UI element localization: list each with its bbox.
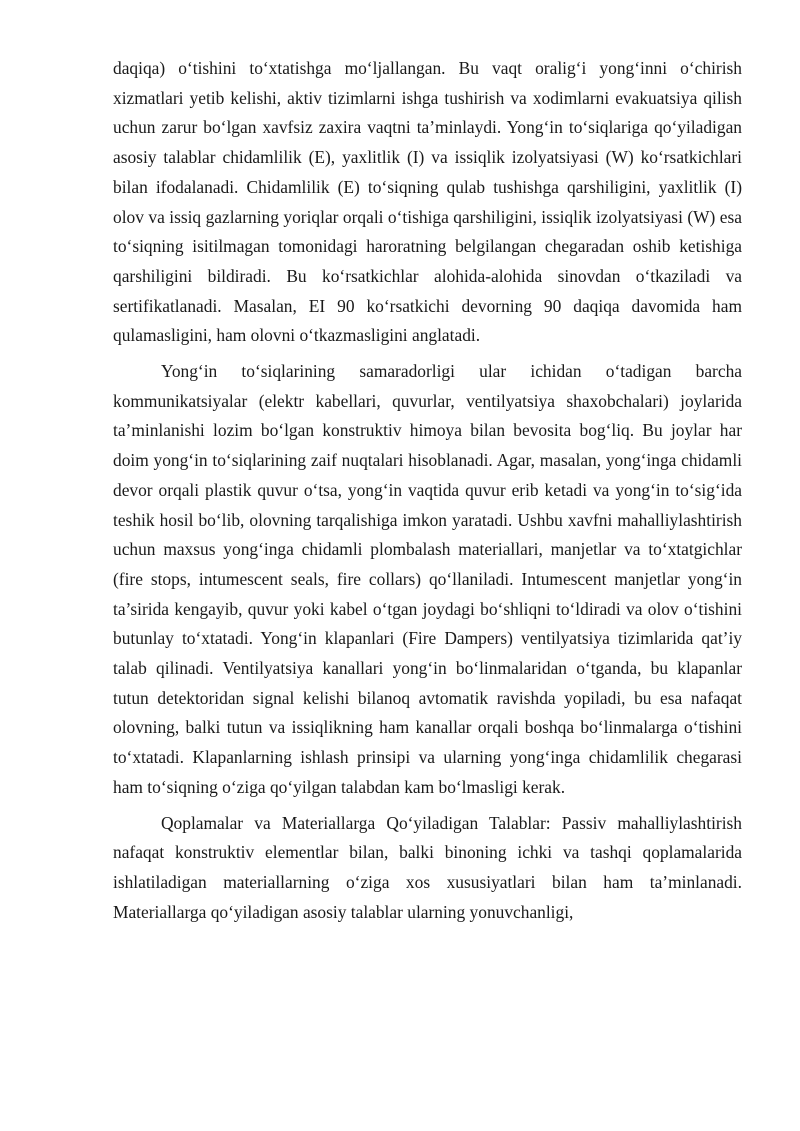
- paragraph-2: Yong‘in to‘siqlarining samaradorligi ular ichidan o‘tadigan barcha kommunikatsiyalar (elektr kabellari, quvurlar, ventilyatsiya shaxobchalari) joylarida ta’minlanishi lozim bo‘lgan konstruktiv himoya bilan bevosita bog‘liq. Bu joylar har doim yong‘in to‘siqlarining zaif nuqtalari hisoblanadi. Agar, masalan, yong‘inga chidamli devor orqali plastik quvur o‘tsa, yong‘in vaqtida quvur erib ketadi va yong‘in to‘sig‘ida teshik hosil bo‘lib, olovning tarqalishiga imkon yaratadi. Ushbu xavfni mahalliylashtirish uchun maxsus yong‘inga chidamli plombalash materiallari, manjetlar va to‘xtatgichlar (fire stops, intumescent seals, fire collars) qo‘llaniladi. Intumescent manjetlar yong‘in ta’sirida kengayib, quvur yoki kabel o‘tgan joydagi bo‘shliqni to‘ldiradi va olov o‘tishini butunlay to‘xtatadi. Yong‘in klapanlari (Fire Dampers) ventilyatsiya tizimlarida qat’iy talab qilinadi. Ventilyatsiya kanallari yong‘in bo‘linmalaridan o‘tganda, bu klapanlar tutun detektoridan signal kelishi bilanoq avtomatik ravishda yopiladi, bu esa nafaqat olovning, balki tutun va issiqlikning ham kanallar orqali boshqa bo‘linmalarga o‘tishini to‘xtatadi. Klapanlarning ishlash prinsipi va ularning yong‘inga chidamlilik chegarasi ham to‘siqning o‘ziga qo‘yilgan talabdan kam bo‘lmasligi kerak.: [113, 361, 742, 797]
- paragraph-1: daqiqa) o‘tishini to‘xtatishga mo‘ljallangan. Bu vaqt oralig‘i yong‘inni o‘chirish xizmatlari yetib kelishi, aktiv tizimlarni ishga tushirish va xodimlarni evakuatsiya qilish uchun zarur bo‘lgan xavfsiz zaxira vaqtni ta’minlaydi. Yong‘in to‘siqlariga qo‘yiladigan asosiy talablar chidamlilik (E), yaxlitlik (I) va issiqlik izolyatsiyasi (W) ko‘rsatkichlari bilan ifodalanadi. Chidamlilik (E) to‘siqning qulab tushishga qarshiligini, yaxlitlik (I) olov va issiq gazlarning yoriqlar orqali o‘tishiga qarshiligini, issiqlik izolyatsiyasi (W) esa to‘siqning isitilmagan tomonidagi haroratning belgilangan chegaradan oshib ketishiga qarshiligini bildiradi. Bu ko‘rsatkichlar alohida-alohida sinovdan o‘tkaziladi va sertifikatlanadi. Masalan, EI 90 ko‘rsatkichi devorning 90 daqiqa davomida ham qulamasligini, ham olovni o‘tkazmasligini anglatadi.: [113, 58, 742, 346]
- paragraph-3: Qoplamalar va Materiallarga Qo‘yiladigan Talablar: Passiv mahalliylashtirish nafaqat konstruktiv elementlar bilan, balki binoning ichki va tashqi qoplamalarida ishlatiladigan materiallarning o‘ziga xos xususiyatlari bilan ham ta’minlanadi. Materiallarga qo‘yiladigan asosiy talablar ularning yonuvchanligi,: [113, 812, 742, 922]
- document-body: [113, 54, 742, 927]
